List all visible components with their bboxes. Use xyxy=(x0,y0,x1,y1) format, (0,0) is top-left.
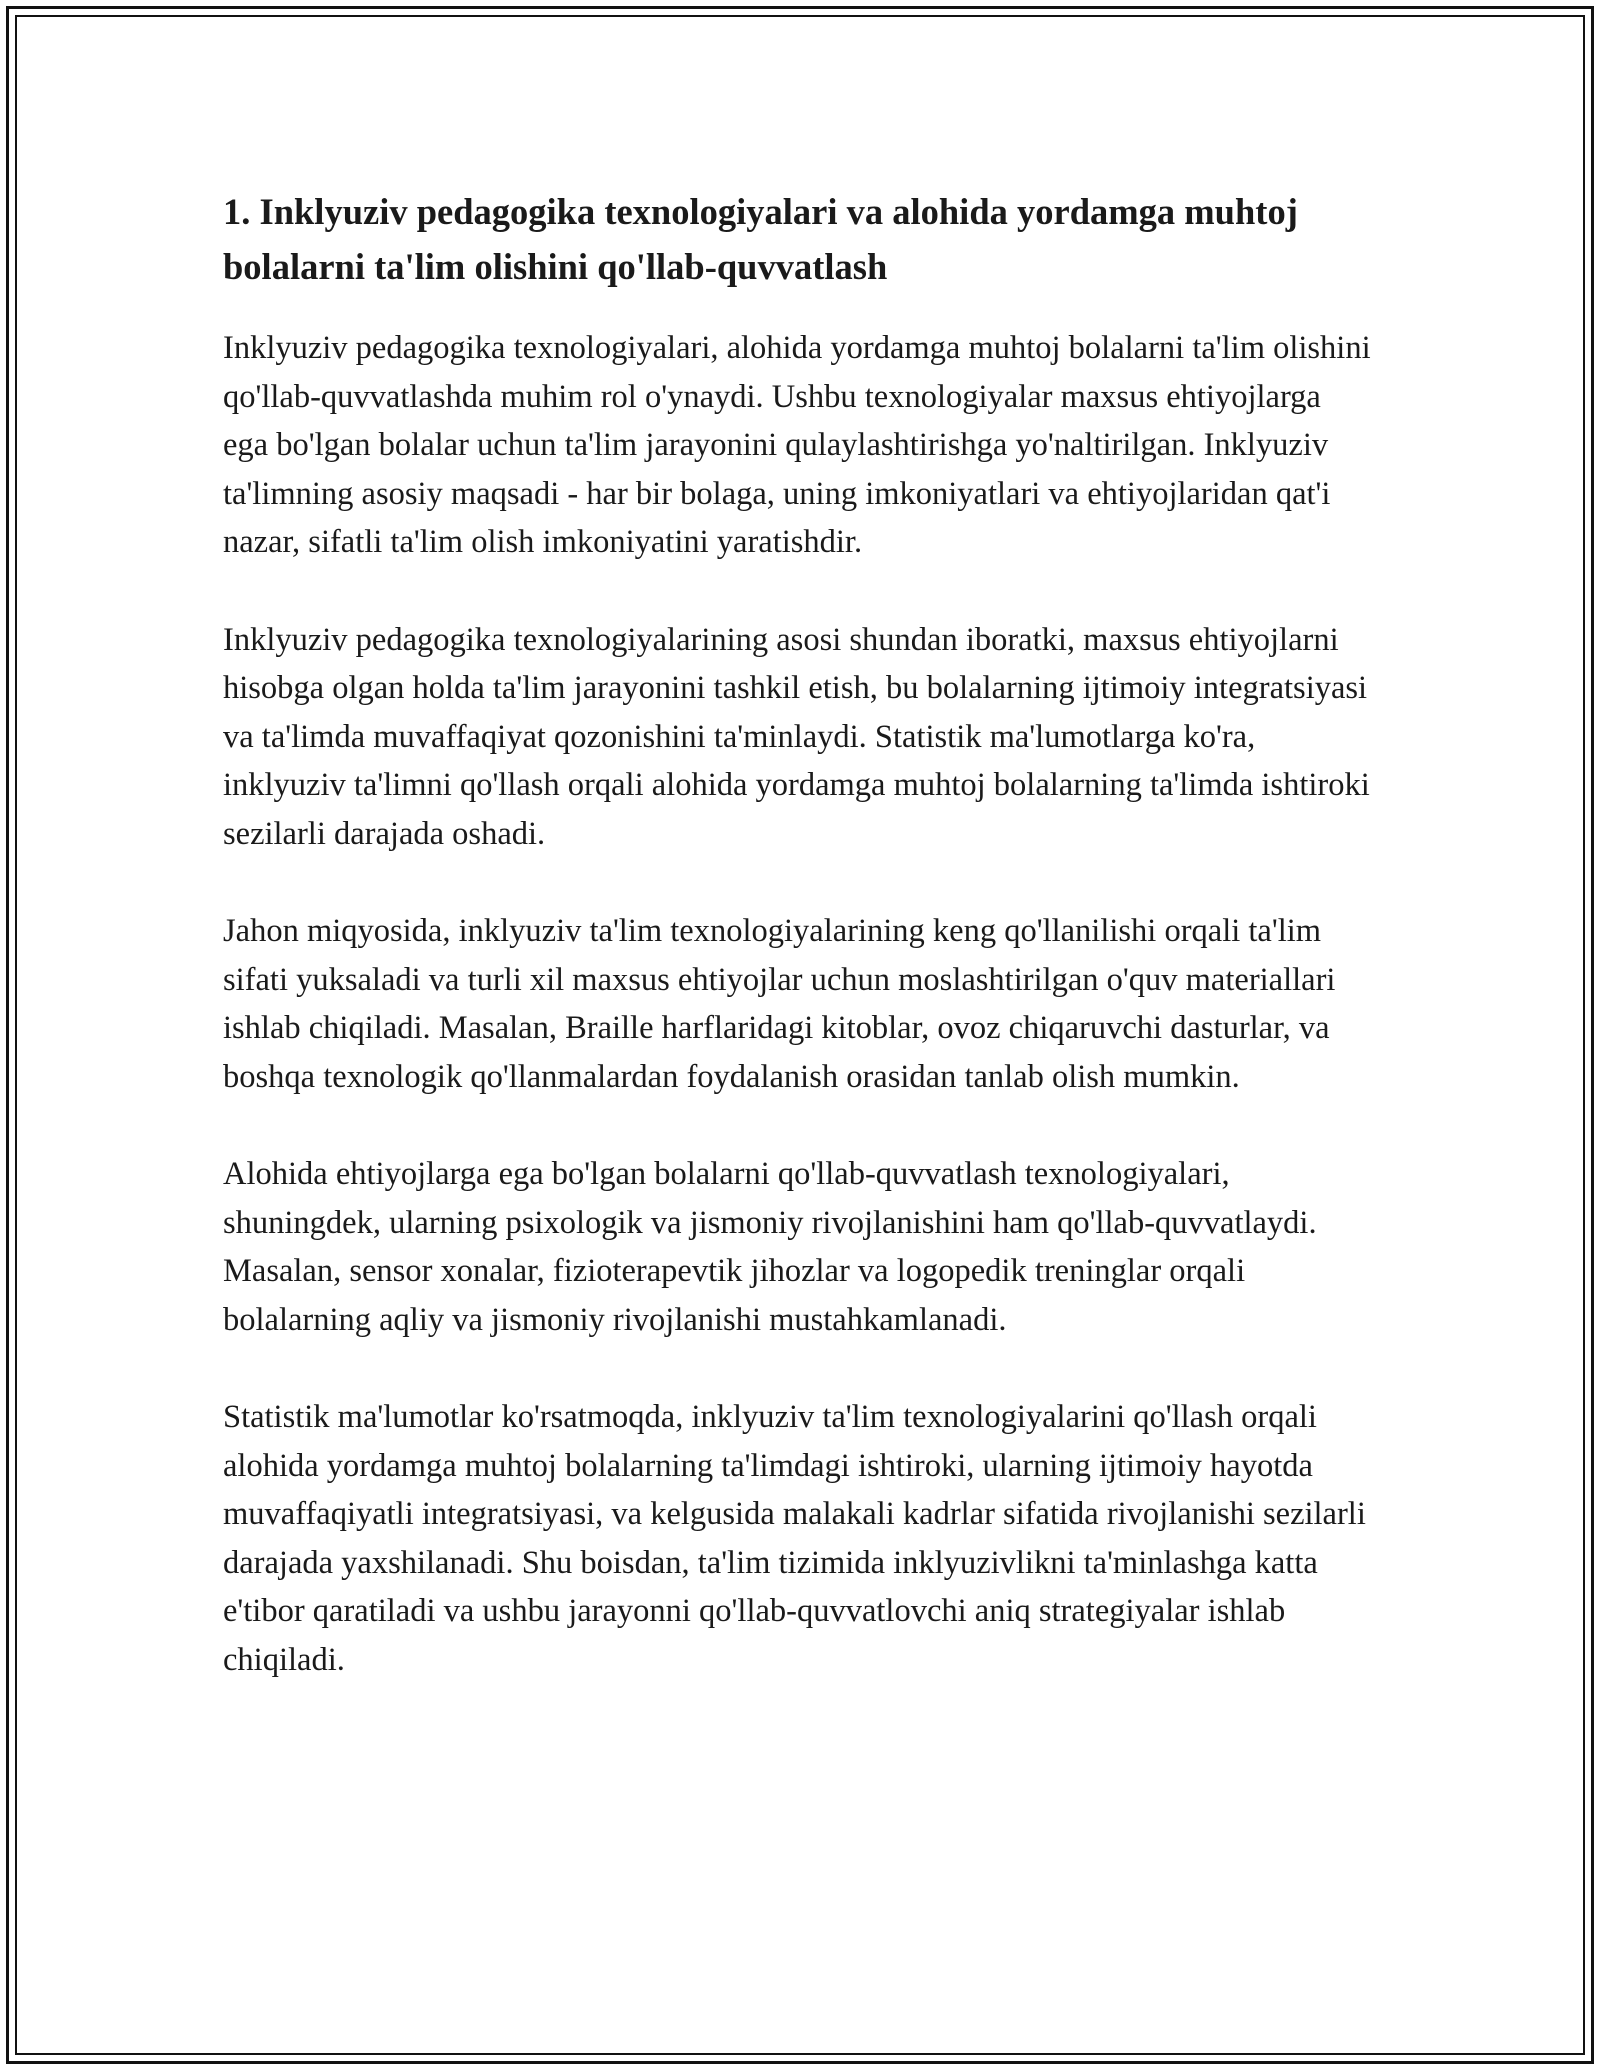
paragraph-2: Inklyuziv pedagogika texnologiyalarining asosi shundan iboratki, maxsus ehtiyojlarni hisobga olgan holda ta'lim jarayonini tashkil etish, bu bolalarning ijtimoiy integratsiyasi va ta'limda muvaffaqiyat qozonishini ta'minlaydi. Statistik ma'lumotlarga ko'ra, inklyuziv ta'limni qo'llash orqali alohida yordamga muhtoj bolalarning ta'limda ishtiroki sezilarli darajada oshadi. xyxy=(223,621,1370,852)
paragraph-1: Inklyuziv pedagogika texnologiyalari, alohida yordamga muhtoj bolalarni ta'lim olishini qo'llab-quvvatlashda muhim rol o'ynaydi. Ushbu texnologiyalar maxsus ehtiyojlarga ega bo'lgan bolalar uchun ta'lim jarayonini qulaylashtirishga yo'naltirilgan. Inklyuziv ta'limning asosiy maqsadi - har bir bolaga, uning imkoniyatlari va ehtiyojlaridan qat'i nazar, sifatli ta'lim olish imkoniyatini yaratishdir. xyxy=(223,330,1371,560)
document-body xyxy=(223,184,1373,1733)
section-heading: 1. Inklyuziv pedagogika texnologiyalari va alohida yordamga muhtoj bolalarni ta'lim olishini qo'llab-quvvatlash xyxy=(223,191,1298,287)
paragraph-3: Jahon miqyosida, inklyuziv ta'lim texnologiyalarining keng qo'llanilishi orqali ta'lim sifati yuksaladi va turli xil maxsus ehtiyojlar uchun moslashtirilgan o'quv materiallari ishlab chiqiladi. Masalan, Braille harflaridagi kitoblar, ovoz chiqaruvchi dasturlar, va boshqa texnologik qo'llanmalardan foydalanish orasidan tanlab olish mumkin. xyxy=(223,913,1336,1095)
paragraph-4: Alohida ehtiyojlarga ega bo'lgan bolalarni qo'llab-quvvatlash texnologiyalari, shuningdek, ularning psixologik va jismoniy rivojlanishini ham qo'llab-quvvatlaydi. Masalan, sensor xonalar, fizioterapevtik jihozlar va logopedik treninglar orqali bolalarning aqliy va jismoniy rivojlanishi mustahkamlanadi. xyxy=(223,1156,1317,1338)
paragraph-5: Statistik ma'lumotlar ko'rsatmoqda, inklyuziv ta'lim texnologiyalarini qo'llash orqali alohida yordamga muhtoj bolalarning ta'limdagi ishtiroki, ularning ijtimoiy hayotda muvaffaqiyatli integratsiyasi, va kelgusida malakali kadrlar sifatida rivojlanishi sezilarli darajada yaxshilanadi. Shu boisdan, ta'lim tizimida inklyuzivlikni ta'minlashga katta e'tibor qaratiladi va ushbu jarayonni qo'llab-quvvatlovchi aniq strategiyalar ishlab chiqiladi. xyxy=(223,1399,1366,1678)
